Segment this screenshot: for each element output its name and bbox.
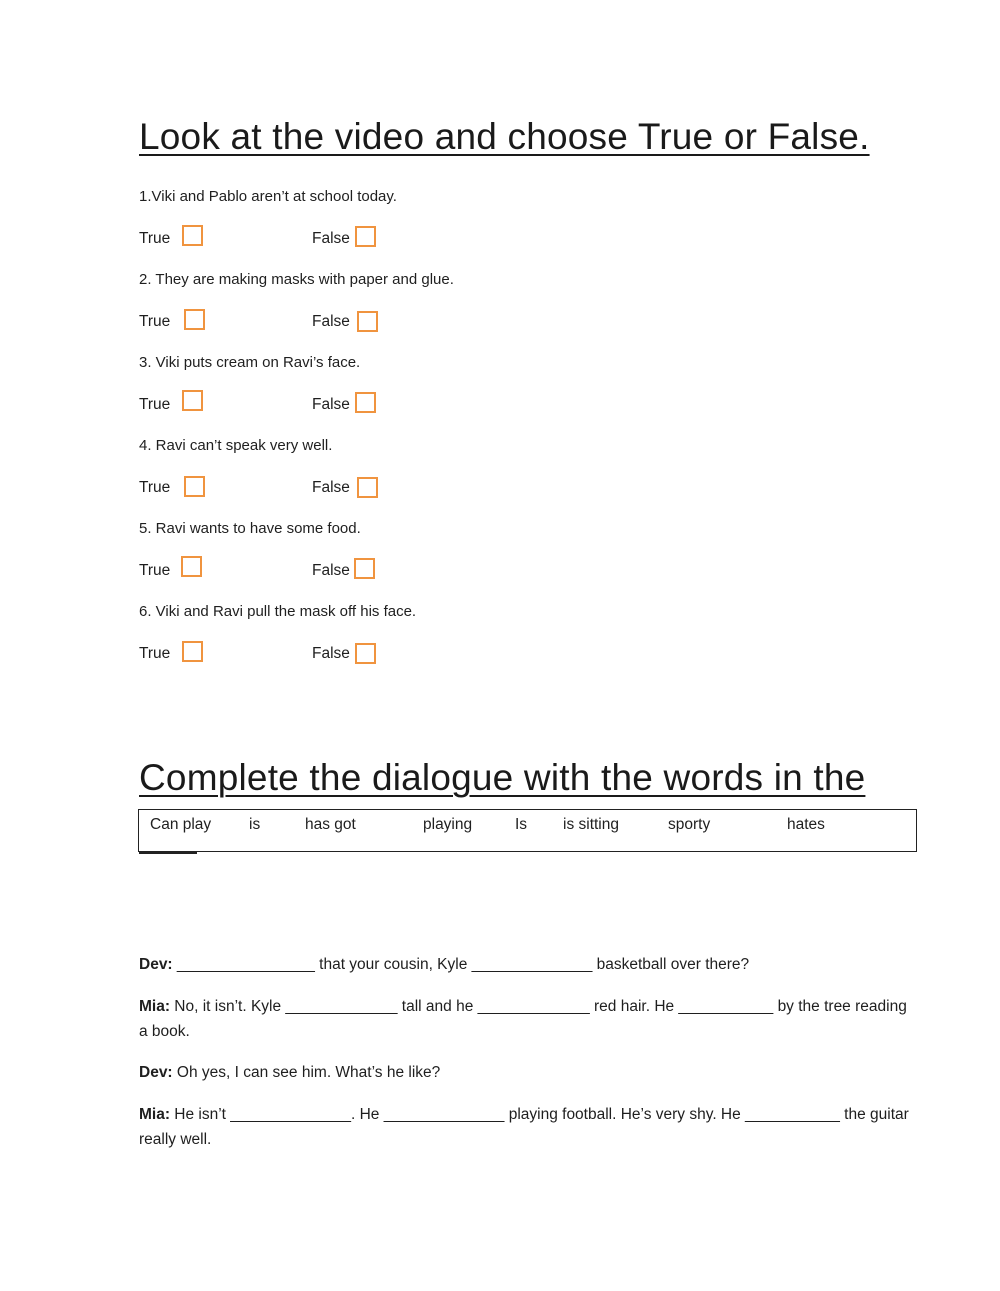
word-bank-item: has got	[305, 816, 356, 833]
dialogue-line-2	[139, 994, 909, 1044]
question-4-text: 4. Ravi can’t speak very well.	[139, 437, 333, 454]
section-title-dialogue: Complete the dialogue with the words in the	[139, 757, 866, 798]
question-5-text: 5. Ravi wants to have some food.	[139, 520, 361, 537]
question-6-false-checkbox[interactable]	[355, 643, 376, 664]
word-bank-item: Is	[515, 816, 528, 833]
speaker-name: Mia:	[139, 1106, 170, 1123]
word-bank-item: sporty	[668, 816, 711, 833]
question-5-true-label: True	[139, 562, 171, 579]
question-2-false-checkbox[interactable]	[357, 311, 378, 332]
question-3-true-checkbox[interactable]	[182, 390, 203, 411]
dialogue-line-1	[139, 952, 909, 977]
question-4-false-label: False	[312, 479, 350, 496]
word-bank-item: playing	[423, 816, 473, 833]
question-1-true-checkbox[interactable]	[182, 225, 203, 246]
dialogue-text: ________________ that your cousin, Kyle ______________ basketball over there?	[172, 956, 750, 973]
dialogue-text: He isn’t ______________. He ______________ playing football. He’s very shy. He ___________ the guitar really well.	[139, 1106, 909, 1148]
section-title-true-false: Look at the video and choose True or False.	[139, 116, 870, 157]
speaker-name: Mia:	[139, 998, 170, 1015]
question-2-false-label: False	[312, 313, 350, 330]
word-bank-item: is	[249, 816, 261, 833]
question-5-false-label: False	[312, 562, 350, 579]
speaker-name: Dev:	[139, 956, 173, 973]
question-1-text: 1.Viki and Pablo aren’t at school today.	[139, 188, 397, 205]
divider-line	[139, 852, 197, 854]
speaker-name: Dev:	[139, 1064, 173, 1081]
dialogue-text: No, it isn’t. Kyle _____________ tall and he _____________ red hair. He ___________ by the tree reading a book.	[139, 998, 907, 1040]
question-2-text: 2. They are making masks with paper and glue.	[139, 271, 454, 288]
question-3-text: 3. Viki puts cream on Ravi’s face.	[139, 354, 361, 371]
dialogue-line-4	[139, 1102, 909, 1152]
question-4-false-checkbox[interactable]	[357, 477, 378, 498]
question-6-false-label: False	[312, 645, 350, 662]
question-5-true-checkbox[interactable]	[181, 556, 202, 577]
word-bank-item: hates	[787, 816, 825, 833]
question-6-true-checkbox[interactable]	[182, 641, 203, 662]
question-3-false-checkbox[interactable]	[355, 392, 376, 413]
question-2-true-label: True	[139, 313, 171, 330]
question-6-text: 6. Viki and Ravi pull the mask off his face.	[139, 603, 417, 620]
word-bank-item: is sitting	[563, 816, 619, 833]
question-1-true-label: True	[139, 230, 171, 247]
question-1-false-checkbox[interactable]	[355, 226, 376, 247]
question-4-true-checkbox[interactable]	[184, 476, 205, 497]
question-1-false-label: False	[312, 230, 350, 247]
question-2-true-checkbox[interactable]	[184, 309, 205, 330]
question-4-true-label: True	[139, 479, 171, 496]
dialogue-line-3	[139, 1060, 909, 1085]
dialogue-text: Oh yes, I can see him. What’s he like?	[172, 1064, 441, 1081]
question-3-true-label: True	[139, 396, 171, 413]
question-6-true-label: True	[139, 645, 171, 662]
question-3-false-label: False	[312, 396, 350, 413]
word-bank-item: Can play	[150, 816, 212, 833]
question-5-false-checkbox[interactable]	[354, 558, 375, 579]
